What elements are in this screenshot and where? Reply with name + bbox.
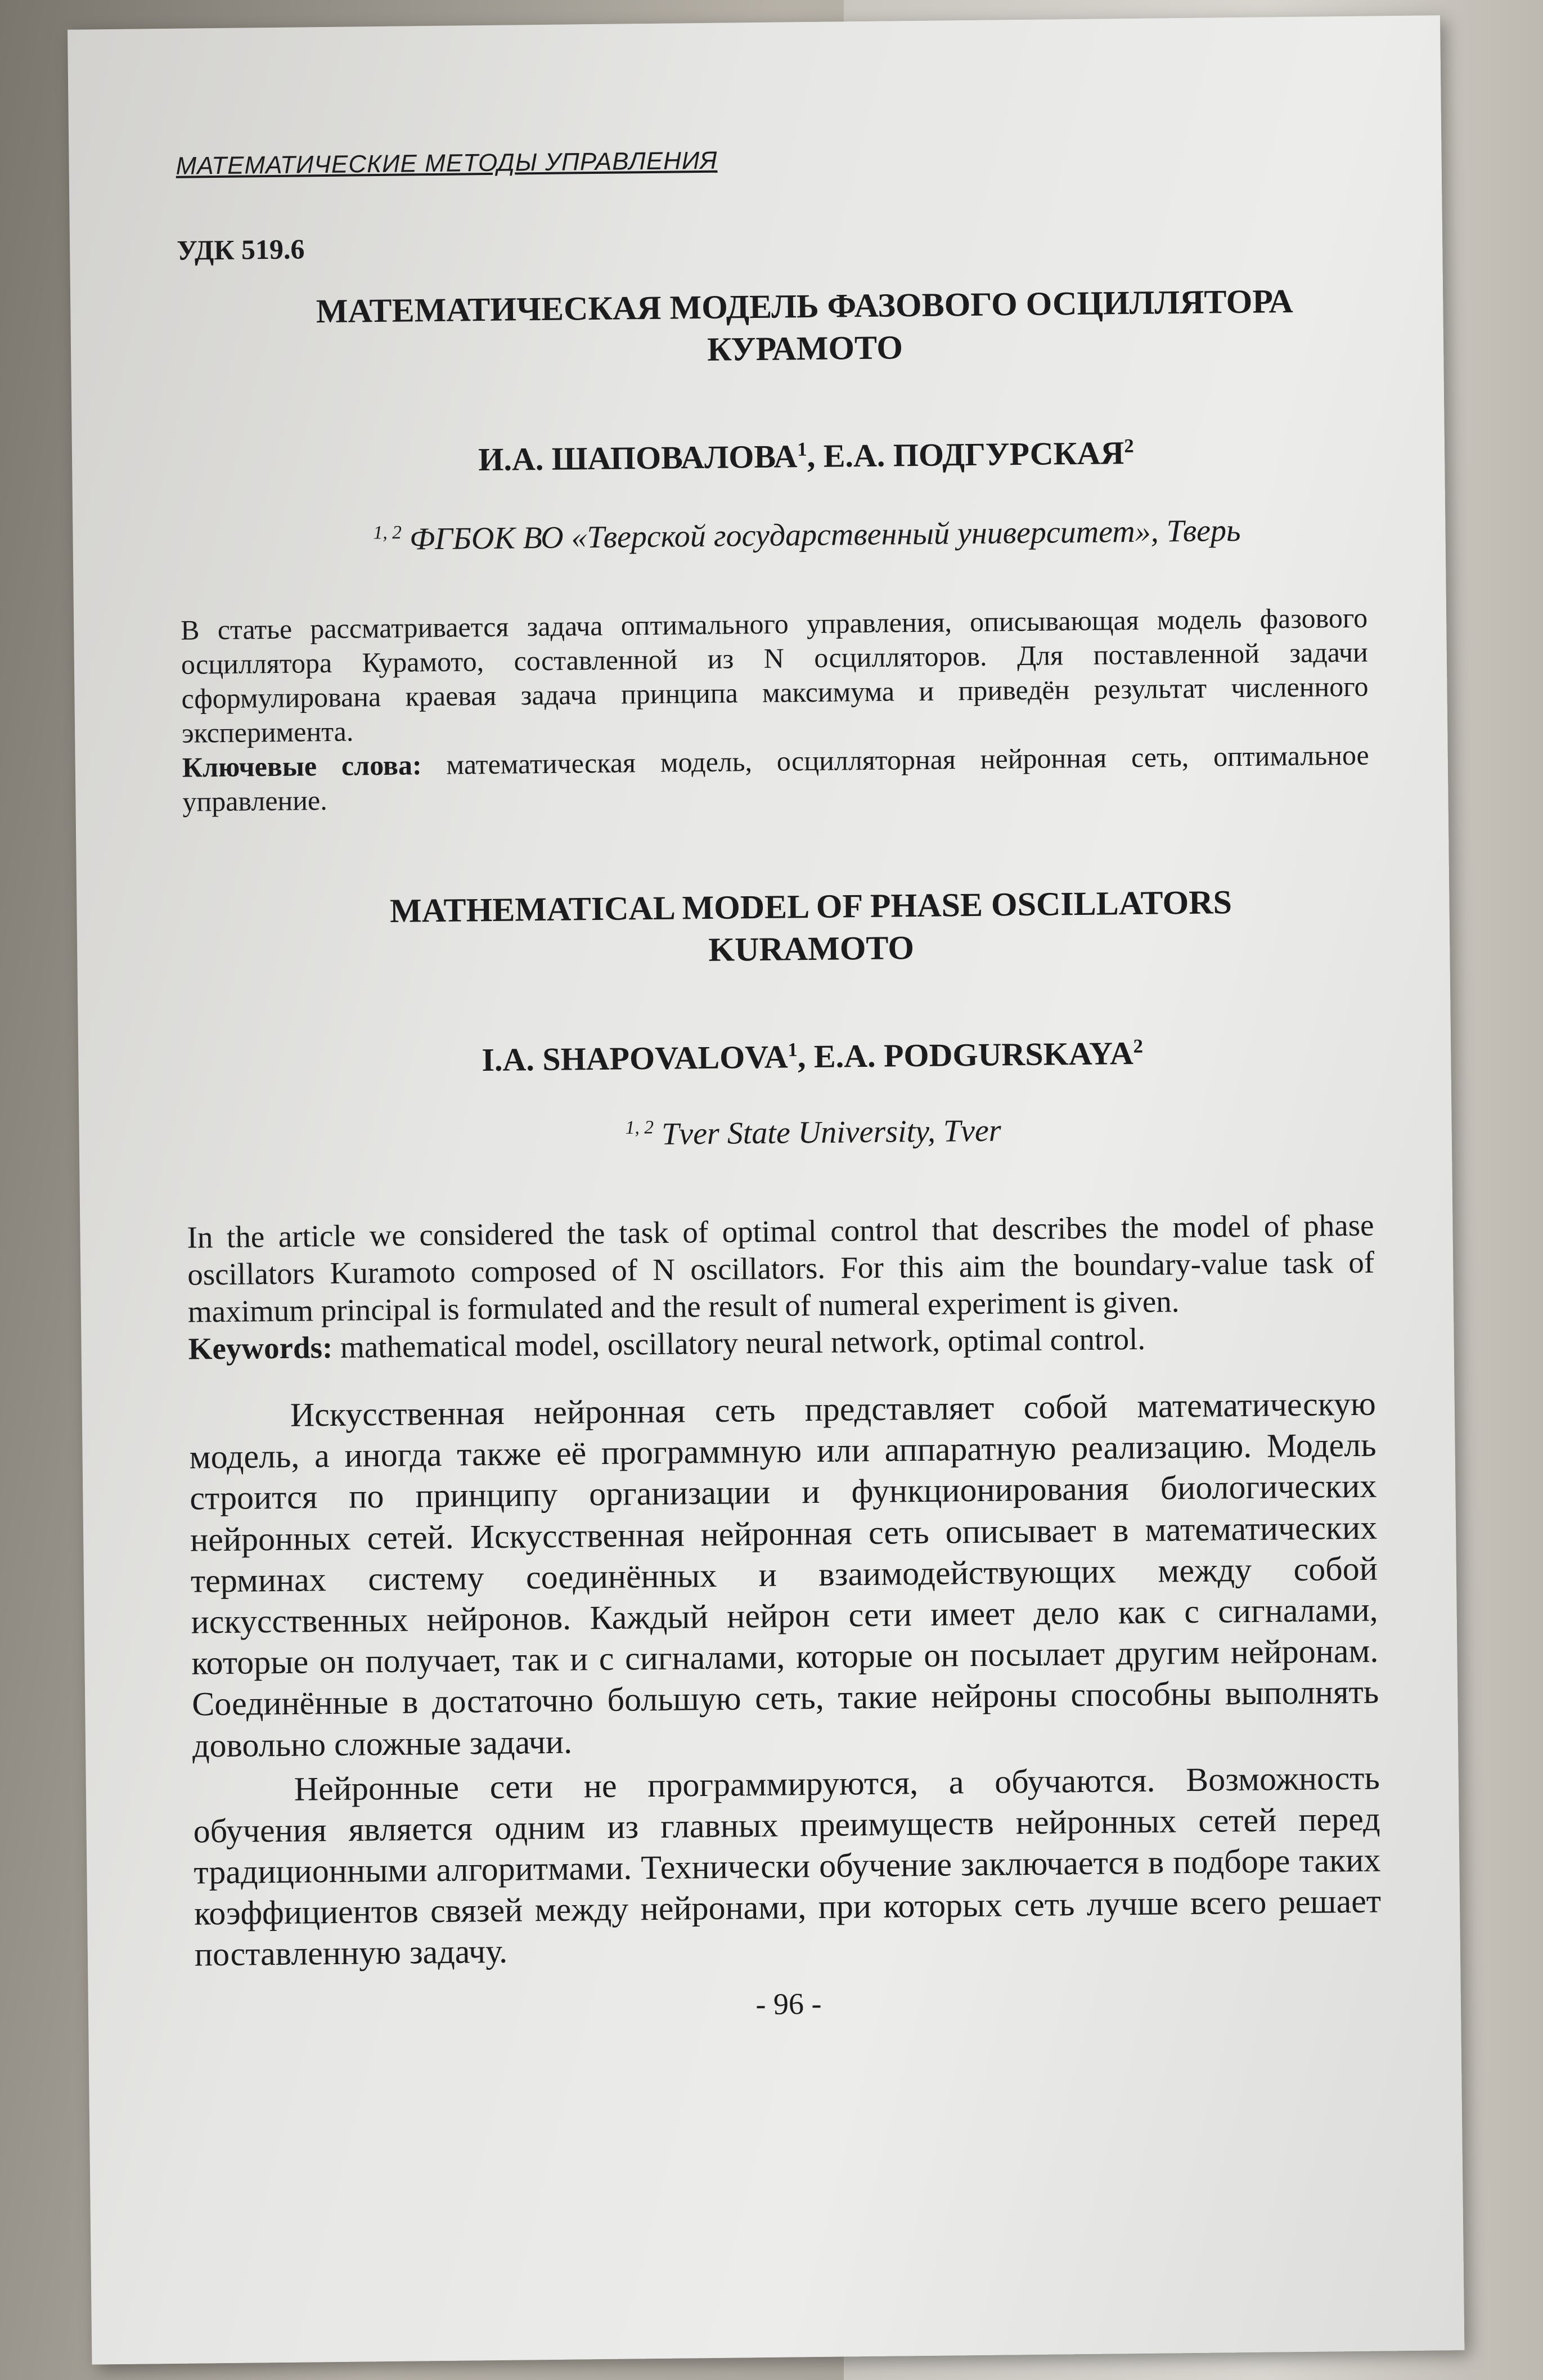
title-en: [183, 880, 1371, 977]
author1-ru: И.А. ШАПОВАЛОВА: [478, 438, 798, 478]
title-ru-line1: МАТЕМАТИЧЕСКАЯ МОДЕЛЬ ФАЗОВОГО ОСЦИЛЛЯТОРА: [316, 282, 1294, 330]
author2-ru-sup: 2: [1124, 434, 1134, 457]
page-number: - 96 -: [755, 1986, 822, 2021]
title-ru: [177, 280, 1365, 376]
affiliation-ru-sup: 1, 2: [373, 522, 402, 544]
title-en-line2: KURAMOTO: [708, 929, 915, 968]
keywords-ru-text: математическая модель, осцилляторная нейронная сеть, оптимальное управление.: [182, 739, 1369, 818]
section-header: МАТЕМАТИЧЕСКИЕ МЕТОДЫ УПРАВЛЕНИЯ: [176, 146, 718, 180]
body-paragraph-1: Искусственная нейронная сеть представляет собой математическую модель, а иногда также её программную или аппаратную реализацию. Модель строится по принципу организации и функционирования биологических нейронных сетей. Искусственная нейронная сеть описывает в математических терминах систему соединённых и взаимодействующих между собой искусственных нейронов. Каждый нейрон сети имеет дело как с сигналами, которые он получает, так и с сигналами, которые он посылает другим нейронам. Соединённые в достаточно большую сеть, такие нейроны способны выполнять довольно сложные задачи.: [189, 1385, 1379, 1764]
affiliation-ru: [179, 511, 1367, 560]
title-ru-line2: КУРАМОТО: [707, 329, 903, 368]
udc-code: УДК 519.6: [176, 233, 305, 266]
keywords-en-label: Keywords:: [188, 1330, 333, 1366]
author-separator-ru: ,: [807, 437, 824, 475]
author1-en-sup: 1: [788, 1038, 798, 1061]
title-en-line1: MATHEMATICAL MODEL OF PHASE OSCILLATORS: [389, 883, 1232, 929]
author2-ru: Е.А. ПОДГУРСКАЯ: [823, 434, 1124, 474]
abstract-en: In the article we considered the task of optimal control that describes the model of phase oscillators Kuramoto composed of N oscillators. For this aim the boundary-value task of maximum principal is formulated and the result of numeral experiment is given.: [187, 1207, 1375, 1329]
keywords-ru: [182, 738, 1369, 819]
affiliation-en-sup: 1, 2: [625, 1117, 654, 1138]
author1-ru-sup: 1: [797, 438, 807, 460]
abstract-ru: В статье рассматривается задача оптимального управления, описывающая модель фазового осциллятора Курамото, составленной из N осцилляторов. Для поставленной задачи сформулирована краевая задача принципа максимума и приведён результат численного эксперимента.: [180, 601, 1369, 749]
authors-ru: [179, 432, 1366, 482]
author-separator-en: ,: [797, 1038, 815, 1075]
body-paragraph-2: Нейронные сети не программируются, а обучаются. Возможность обучения является одним из главных преимуществ нейронных сетей перед традиционными алгоритмами. Технически обучение заключается в подборе таких коэффициентов связей между нейронами, при которых сеть лучше всего решает поставленную задачу.: [193, 1759, 1382, 1974]
affiliation-en-text: Tver State University, Tver: [653, 1113, 1001, 1152]
affiliation-ru-text: ФГБОК ВО «Тверской государственный университет», Тверь: [401, 513, 1241, 557]
keywords-ru-label: Ключевые слова:: [182, 749, 422, 783]
document-page: [68, 15, 1464, 2364]
author2-en-sup: 2: [1133, 1035, 1144, 1057]
page-content: [176, 101, 1383, 2028]
affiliation-en: [186, 1109, 1373, 1157]
author1-en: I.A. SHAPOVALOVA: [482, 1038, 788, 1079]
author2-en: E.A. PODGURSKAYA: [813, 1035, 1134, 1075]
authors-en: [185, 1032, 1373, 1082]
keywords-en-text: mathematical model, oscillatory neural network, optimal control.: [332, 1321, 1146, 1364]
